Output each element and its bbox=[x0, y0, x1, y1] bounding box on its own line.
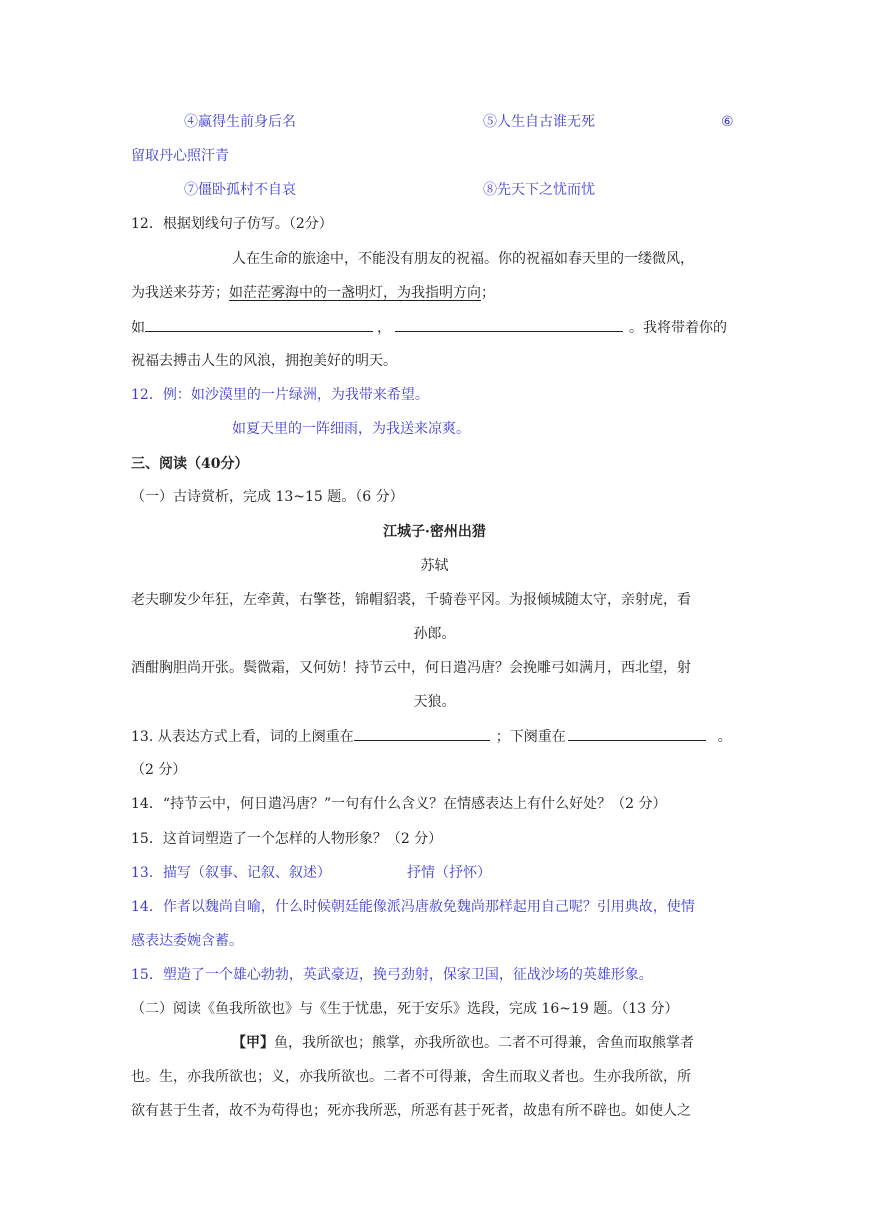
q12-text: 为我送来芬芳； bbox=[131, 285, 229, 301]
q12-semicolon: ； bbox=[481, 285, 495, 301]
q12-ru: 如 bbox=[131, 320, 145, 336]
answer-6-mark: ⑥ bbox=[721, 114, 734, 130]
q13-text-c: 。 bbox=[717, 729, 732, 745]
q12-fill-line bbox=[131, 317, 727, 338]
q12-blank-2[interactable] bbox=[395, 317, 623, 332]
part2-intro: （二）阅读《鱼我所欲也》与《生于忧患，死于安乐》选段，完成 16~19 题。（13 分） bbox=[131, 1001, 679, 1017]
q13-text-a: 13. 从表达方式上看，词的上阕重在 bbox=[131, 729, 354, 745]
q12-underlined-sentence: 如茫茫雾海中的一盏明灯，为我指明方向 bbox=[229, 285, 481, 301]
answer-4: ④赢得生前身后名 bbox=[184, 114, 296, 130]
ans13-a: 13．描写（叙事、记叙、叙述） bbox=[131, 865, 331, 881]
q12-paragraph-line4: 祝福去搏击人生的风浪，拥抱美好的明天。 bbox=[131, 353, 397, 369]
ans15: 15．塑造了一个雄心勃勃，英武豪迈，挽弓劲射，保家卫国，征战沙场的英雄形象。 bbox=[131, 967, 653, 983]
poem-line2: 酒酣胸胆尚开张。鬓微霜，又何妨！持节云中，何日遣冯唐？会挽雕弓如满月，西北望，射 bbox=[131, 660, 691, 676]
poem-title: 江城子·密州出猎 bbox=[383, 524, 486, 540]
q12-title: 12．根据划线句子仿写。（2分） bbox=[131, 216, 333, 232]
answer-8: ⑧先天下之忧而忧 bbox=[483, 182, 595, 198]
q12-answer-1: 12．例：如沙漠里的一片绿洲，为我带来希望。 bbox=[131, 387, 429, 403]
section3-heading: 三、阅读（40分） bbox=[131, 456, 249, 472]
q13-blank-1[interactable] bbox=[354, 726, 490, 741]
q13-text-b: ；下阕重在 bbox=[495, 729, 566, 745]
q15: 15．这首词塑造了一个怎样的人物形象？（2 分） bbox=[131, 831, 443, 847]
jia-label: 【甲】 bbox=[232, 1035, 274, 1051]
jia-text: 鱼，我所欲也；熊掌，亦我所欲也。二者不可得兼，舍鱼而取熊掌者 bbox=[274, 1035, 694, 1051]
ans14-line1: 14．作者以魏尚自喻，什么时候朝廷能像派冯唐赦免魏尚那样起用自己呢？引用典故，使情 bbox=[131, 899, 695, 915]
q12-blank-1[interactable] bbox=[145, 317, 373, 332]
poem-line1: 老夫聊发少年狂，左牵黄，右擎苍，锦帽貂裘，千骑卷平冈。为报倾城随太守，亲射虎，看 bbox=[131, 592, 691, 608]
q12-paragraph-line2 bbox=[131, 283, 495, 303]
q12-continuation: 。我将带着你的 bbox=[629, 320, 727, 336]
part1-intro: （一）古诗赏析，完成 13~15 题。（6 分） bbox=[131, 489, 404, 505]
q14: 14．“持节云中，何日遣冯唐？”一句有什么含义？在情感表达上有什么好处？（2 分） bbox=[131, 796, 667, 812]
poem-line1-cont: 孙郎。 bbox=[413, 626, 456, 642]
q13-score: （2 分） bbox=[131, 762, 187, 778]
answer-7: ⑦僵卧孤村不自哀 bbox=[184, 182, 296, 198]
answer-6-text: 留取丹心照汗青 bbox=[131, 148, 229, 164]
q13-blank-2[interactable] bbox=[568, 726, 706, 741]
poem-line2-cont: 天狼。 bbox=[413, 694, 456, 710]
q12-comma: ， bbox=[377, 320, 391, 336]
ans13-b: 抒情（抒怀） bbox=[407, 865, 491, 881]
answer-5: ⑤人生自古谁无死 bbox=[483, 114, 595, 130]
ans14-line2: 感表达委婉含蓄。 bbox=[131, 933, 243, 949]
q12-paragraph-line1: 人在生命的旅途中，不能没有朋友的祝福。你的祝福如春天里的一缕微风， bbox=[232, 251, 694, 267]
jia-line3: 欲有甚于生者，故不为苟得也；死亦我所恶，所恶有甚于死者，故患有所不辟也。如使人之 bbox=[131, 1103, 691, 1119]
q13-line bbox=[131, 726, 732, 747]
q12-answer-2: 如夏天里的一阵细雨，为我送来凉爽。 bbox=[232, 421, 470, 437]
jia-line1 bbox=[232, 1033, 694, 1053]
jia-line2: 也。生，亦我所欲也；义，亦我所欲也。二者不可得兼，舍生而取义者也。生亦我所欲，所 bbox=[131, 1069, 691, 1085]
poem-author: 苏轼 bbox=[420, 558, 449, 574]
